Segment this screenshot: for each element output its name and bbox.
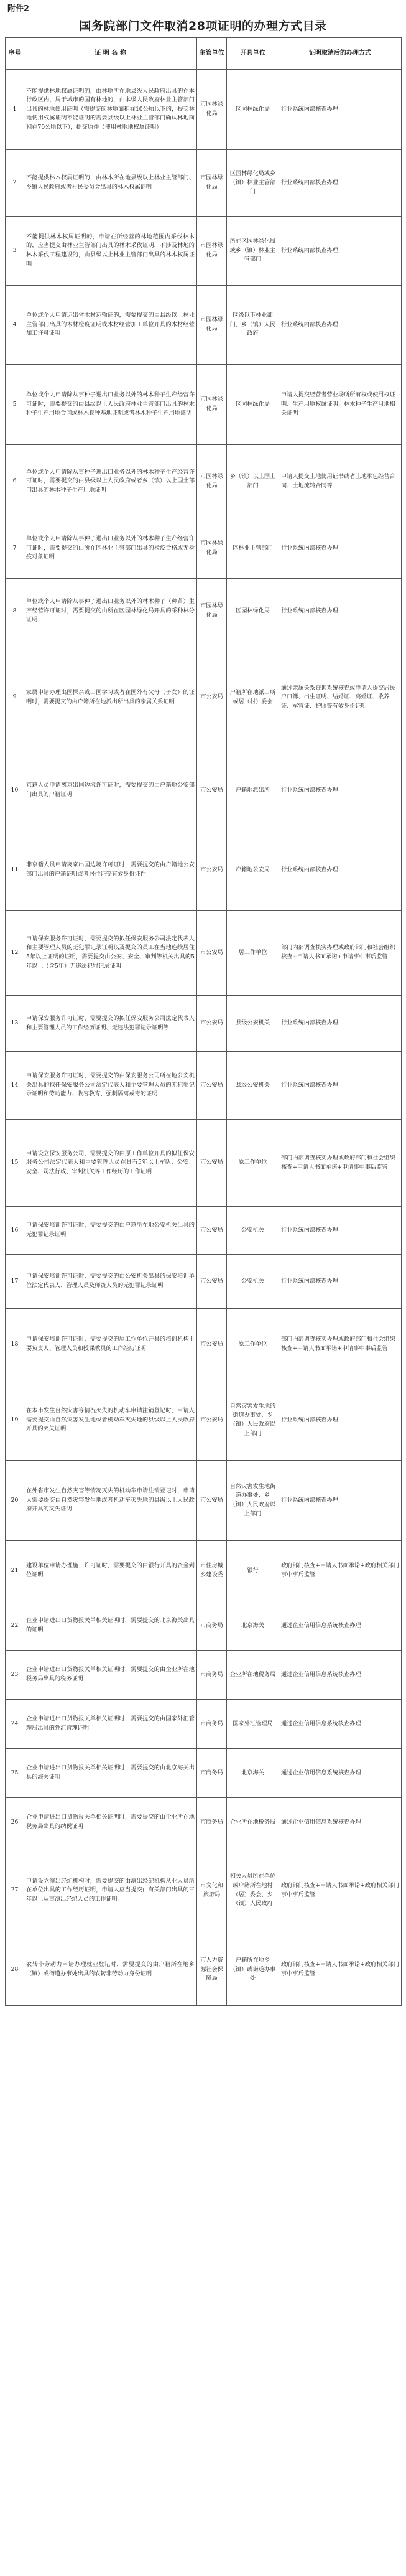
table-row xyxy=(6,1541,402,1601)
handling-method: 行业系统内部核查办理 xyxy=(279,217,402,286)
handling-method: 通过企业信用信息系统核查办理 xyxy=(279,1700,402,1749)
table-row xyxy=(6,996,402,1052)
certificate-name: 建设单位申请办理施工许可证时，需要提交的由银行开具的资金到位证明 xyxy=(24,1541,197,1601)
row-number: 12 xyxy=(6,911,24,996)
handling-method: 申请人提交经营者营业场所所有权或使用权证明、生产用地权属证明、林木种子生产用地相关证明 xyxy=(279,365,402,445)
issuing-unit: 县级公安机关 xyxy=(227,996,279,1052)
handling-method: 部门内部调查核实办理或政府部门和社会组织核查+申请人书面承诺+申请事中事后监管 xyxy=(279,1120,402,1207)
certificate-name: 非京籍人员申请离京出国边境许可证时，需要提交的由户籍地公安部门出具的户籍证明或者居住证等有效身份证件 xyxy=(24,830,197,911)
certificate-name: 企业申请进出口货物报关单相关证明时，需要提交的由北京海关出具的海关证明 xyxy=(24,1749,197,1798)
handling-method: 行业系统内部核查办理 xyxy=(279,1207,402,1255)
issuing-unit: 户籍地公安局 xyxy=(227,830,279,911)
certificate-name: 企业申请进出口货物报关单相关证明时，需要提交的由企业所在地税务局出具的税务证明 xyxy=(24,1651,197,1700)
issuing-unit: 户籍所在地派出所或居（村）委会 xyxy=(227,644,279,751)
handling-method: 行业系统内部核查办理 xyxy=(279,1052,402,1120)
table-row xyxy=(6,217,402,286)
certificate-name: 申请保安服务许可证时，需要提交的拟任保安服务公司法定代表人和主要管理人员的工作经历证明、无违法犯罪记录证明等 xyxy=(24,996,197,1052)
issuing-unit: 区级以下林业部门，乡（镇）人民政府 xyxy=(227,286,279,365)
table-row xyxy=(6,579,402,644)
row-number: 9 xyxy=(6,644,24,751)
issuing-unit: 国家外汇管理局 xyxy=(227,1700,279,1749)
row-number: 7 xyxy=(6,518,24,579)
header-issuer: 开具单位 xyxy=(227,38,279,70)
table-row xyxy=(6,1461,402,1541)
row-number: 14 xyxy=(6,1052,24,1120)
row-number: 26 xyxy=(6,1798,24,1847)
competent-department: 市文化和旅游局 xyxy=(197,1847,227,1934)
table-row xyxy=(6,644,402,751)
table-row xyxy=(6,1255,402,1309)
certificate-name: 单位或个人申请运出省木材运输证的，需要提交的由县级以上林业主管部门出具的木材检疫证明或木材经营加工单位开具的木材经营加工许可证明 xyxy=(24,286,197,365)
issuing-unit: 户籍地派出所 xyxy=(227,751,279,830)
row-number: 16 xyxy=(6,1207,24,1255)
certificate-name: 企业申请进出口货物报关单相关证明时，需要提交的北京海关出具的证明 xyxy=(24,1601,197,1651)
table-body xyxy=(6,70,402,2006)
handling-method: 行业系统内部核查办理 xyxy=(279,1380,402,1461)
header-dept: 主管单位 xyxy=(197,38,227,70)
competent-department: 市住房城乡建设委 xyxy=(197,1541,227,1601)
issuing-unit: 自然灾害发生地的街道办事处、乡（镇）人民政府以上部门 xyxy=(227,1380,279,1461)
competent-department: 市公安局 xyxy=(197,644,227,751)
table-row xyxy=(6,1651,402,1700)
competent-department: 市商务局 xyxy=(197,1749,227,1798)
table-row xyxy=(6,1934,402,2006)
certificate-name: 申请保安服务许可证时，需要提交的由保安服务公司所在地公安机关出具的拟任保安服务公司法定代表人和主要管理人员的无犯罪记录证明和劳动能力、收容教育、强制隔离戒毒的证明 xyxy=(24,1052,197,1120)
table-row xyxy=(6,911,402,996)
table-row xyxy=(6,1798,402,1847)
row-number: 13 xyxy=(6,996,24,1052)
handling-method: 行业系统内部核查办理 xyxy=(279,518,402,579)
handling-method: 部门内部调查核实办理或政府部门和社会组织核查+申请人书面承诺+申请事中事后监管 xyxy=(279,911,402,996)
competent-department: 市园林绿化局 xyxy=(197,365,227,445)
issuing-unit: 区园林绿化局 xyxy=(227,579,279,644)
row-number: 27 xyxy=(6,1847,24,1934)
certificate-name: 申请保安培训许可证时，需要提交的由公安机关出具的保安培训单位法定代表人、管理人员及师资人员的无犯罪记录证明 xyxy=(24,1255,197,1309)
issuing-unit: 企业所在地税务局 xyxy=(227,1798,279,1847)
competent-department: 市公安局 xyxy=(197,1052,227,1120)
table-row xyxy=(6,751,402,830)
table-row xyxy=(6,365,402,445)
competent-department: 市公安局 xyxy=(197,1309,227,1380)
handling-method: 政府部门核查+申请人书面承诺+政府相关部门事中事后监管 xyxy=(279,1541,402,1601)
issuing-unit: 区林业主管部门 xyxy=(227,518,279,579)
table-row xyxy=(6,1700,402,1749)
handling-method: 行业系统内部核查办理 xyxy=(279,751,402,830)
competent-department: 市园林绿化局 xyxy=(197,286,227,365)
handling-method: 行业系统内部核查办理 xyxy=(279,286,402,365)
row-number: 15 xyxy=(6,1120,24,1207)
issuing-unit: 乡（镇）以上国土部门 xyxy=(227,445,279,518)
handling-method: 行业系统内部核查办理 xyxy=(279,579,402,644)
handling-method: 部门内部调查核实办理或政府部门和社会组织核查+申请人书面承诺+申请事中事后监管 xyxy=(279,1309,402,1380)
certificate-name: 农转非劳动力申请办理就业登记时，需要提交的由户籍所在地乡（镇）或街道办事处出具的农转非劳动力身份证明 xyxy=(24,1934,197,2006)
handling-method: 行业系统内部核查办理 xyxy=(279,830,402,911)
table-row xyxy=(6,70,402,150)
handling-method: 行业系统内部核查办理 xyxy=(279,996,402,1052)
row-number: 4 xyxy=(6,286,24,365)
certificate-name: 不能提供林地权属证明的，由林地所在地县级人民政府出具的在本行政区内，属于城市的国有林地的，由本级人民政府林业主管部门出具的林地使用证明（需提交的林地面积在10公顷以下的，提交林地使用权属证明不能证明的需要县级以上林业主管部门确认林地面积在70公顷以下），提交原件（使用林地地权属证明） xyxy=(24,70,197,150)
issuing-unit: 县级公安机关 xyxy=(227,1052,279,1120)
table-row xyxy=(6,445,402,518)
competent-department: 市公安局 xyxy=(197,996,227,1052)
competent-department: 市商务局 xyxy=(197,1601,227,1651)
competent-department: 市商务局 xyxy=(197,1798,227,1847)
issuing-unit: 银行 xyxy=(227,1541,279,1601)
certificate-name: 京籍人员申请离京出国边境许可证时，需要提交的由户籍地公安部门出具的户籍证明 xyxy=(24,751,197,830)
row-number: 25 xyxy=(6,1749,24,1798)
row-number: 8 xyxy=(6,579,24,644)
row-number: 3 xyxy=(6,217,24,286)
issuing-unit: 自然灾害发生地街道办事处、乡（镇）人民政府以上部门 xyxy=(227,1461,279,1541)
table-row xyxy=(6,1309,402,1380)
header-method: 证明取消后的办理方式 xyxy=(279,38,402,70)
handling-method: 申请人提交土地使用证书或者土地承包经营合同、土地流转合同等 xyxy=(279,445,402,518)
issuing-unit: 居工作单位 xyxy=(227,911,279,996)
row-number: 21 xyxy=(6,1541,24,1601)
handling-method: 行业系统内部核查办理 xyxy=(279,150,402,217)
certificate-name: 申请保安服务许可证时，需要提交的拟任保安服务公司法定代表人和主要管理人员的无犯罪记录证明以及提交的员工在当地连续居住5年以上证明的证明，需要提交由公安、安全、审判等机关出具的5年以上（含5年）无违法犯罪记录证明 xyxy=(24,911,197,996)
issuing-unit: 区园林绿化局或乡（镇）林业主管部门 xyxy=(227,150,279,217)
issuing-unit: 区园林绿化局 xyxy=(227,365,279,445)
attachment-label: 附件2 xyxy=(7,4,30,14)
issuing-unit: 公安机关 xyxy=(227,1255,279,1309)
row-number: 22 xyxy=(6,1601,24,1651)
competent-department: 市园林绿化局 xyxy=(197,217,227,286)
row-number: 17 xyxy=(6,1255,24,1309)
competent-department: 市公安局 xyxy=(197,911,227,996)
issuing-unit: 原工作单位 xyxy=(227,1120,279,1207)
competent-department: 市园林绿化局 xyxy=(197,445,227,518)
row-number: 18 xyxy=(6,1309,24,1380)
certificate-table xyxy=(5,37,402,2006)
table-row xyxy=(6,1749,402,1798)
table-row xyxy=(6,1380,402,1461)
table-row xyxy=(6,1052,402,1120)
issuing-unit: 北京海关 xyxy=(227,1749,279,1798)
handling-method: 行业系统内部核查办理 xyxy=(279,1255,402,1309)
competent-department: 市商务局 xyxy=(197,1651,227,1700)
row-number: 20 xyxy=(6,1461,24,1541)
certificate-name: 单位或个人申请除从事种子进出口业务以外的林木种子生产经营许可证时，需要提交的由县级以上人民政府林业主管部门出具的林木种子生产用地合同或林木良种基地证明或者林木种子生产用地证明 xyxy=(24,365,197,445)
row-number: 5 xyxy=(6,365,24,445)
handling-method: 通过亲属关系查询系统核查或申请人提交居民户口簿、出生证明、结婚证、离婚证、收养证、军官证、护照等有效身份证明 xyxy=(279,644,402,751)
handling-method: 通过企业信用信息系统核查办理 xyxy=(279,1651,402,1700)
competent-department: 市公安局 xyxy=(197,1461,227,1541)
handling-method: 通过企业信用信息系统核查办理 xyxy=(279,1749,402,1798)
certificate-name: 在外省市发生自然灾害等情况灭失的机动车申请注销登记时，申请人需要提交由自然灾害发生地或者机动车灭失地的县级以上人民政府开具的灭失证明 xyxy=(24,1461,197,1541)
table-row xyxy=(6,150,402,217)
certificate-name: 不能提供林木权属证明的，申请在所经营的林地范围内采伐林木的，应当提交由林业主管部门出具的林木采伐证明，不涉及林地的林木采伐工程建设的，由县级以上林业主管部门出具的林木权属证明 xyxy=(24,217,197,286)
competent-department: 市公安局 xyxy=(197,830,227,911)
issuing-unit: 公安机关 xyxy=(227,1207,279,1255)
issuing-unit: 户籍所在地乡（镇）或街道办事处 xyxy=(227,1934,279,2006)
issuing-unit: 所在区园林绿化局或乡（镇）林业主管部门 xyxy=(227,217,279,286)
row-number: 24 xyxy=(6,1700,24,1749)
competent-department: 市园林绿化局 xyxy=(197,70,227,150)
certificate-name: 不能提供林木权属证明的，由林木所在地县级以上林业主管部门、乡镇人民政府或者村民委员会出具的林木权属证明 xyxy=(24,150,197,217)
handling-method: 通过企业信用信息系统核查办理 xyxy=(279,1601,402,1651)
header-name: 证 明 名 称 xyxy=(24,38,197,70)
handling-method: 政府部门核查+申请人书面承诺+政府相关部门事中事后监管 xyxy=(279,1847,402,1934)
competent-department: 市公安局 xyxy=(197,1255,227,1309)
document-title: 国务院部门文件取消28项证明的办理方式目录 xyxy=(79,19,327,33)
competent-department: 市商务局 xyxy=(197,1700,227,1749)
table-row xyxy=(6,518,402,579)
handling-method: 行业系统内部核查办理 xyxy=(279,1461,402,1541)
competent-department: 市公安局 xyxy=(197,1120,227,1207)
certificate-name: 单位或个人申请除从事种子进出口业务以外的林木种子生产经营许可证时，需要提交的由所在区林业主管部门出具的检疫合格或无检疫对象证明 xyxy=(24,518,197,579)
table-row xyxy=(6,830,402,911)
certificate-name: 企业申请进出口货物报关单相关证明时，需要提交的由企业所在地税务局出具的纳税证明 xyxy=(24,1798,197,1847)
competent-department: 市公安局 xyxy=(197,1207,227,1255)
issuing-unit: 企业所在地税务局 xyxy=(227,1651,279,1700)
certificate-name: 单位或个人申请除从事种子进出口业务以外的林木种子（种苗）生产经营许可证时，需要提交的由所在区园林绿化局开具的采种林分证明 xyxy=(24,579,197,644)
certificate-name: 申请保安培训许可证时，需要提交的原工作单位开具的培训机构主要负责人、管理人员和授课教员的工作经历证明 xyxy=(24,1309,197,1380)
handling-method: 行业系统内部核查办理 xyxy=(279,70,402,150)
certificate-name: 申请设立演出经纪机构时，需要提交的由演出经纪机构从业人员所在单位出具的工作经历证明，申请人应当提交由有关部门出具的三年以上从事演出经纪人员的工作证明 xyxy=(24,1847,197,1934)
issuing-unit: 相关人员所在单位或户籍所在地村（居）委会、乡（镇）人民政府 xyxy=(227,1847,279,1934)
certificate-name: 单位或个人申请除从事种子进出口业务以外的林木种子生产经营许可证时，需要提交的由县级以上人民政府或者乡（镇）以上国土部门出具的林木种子生产用地证明 xyxy=(24,445,197,518)
competent-department: 市人力资源社会保障局 xyxy=(197,1934,227,2006)
table-row xyxy=(6,1120,402,1207)
row-number: 10 xyxy=(6,751,24,830)
certificate-name: 企业申请进出口货物报关单相关证明时，需要提交的由国家外汇管理局出具的外汇管理证明 xyxy=(24,1700,197,1749)
table-row xyxy=(6,1207,402,1255)
row-number: 11 xyxy=(6,830,24,911)
competent-department: 市园林绿化局 xyxy=(197,579,227,644)
issuing-unit: 原工作单位 xyxy=(227,1309,279,1380)
issuing-unit: 北京海关 xyxy=(227,1601,279,1651)
handling-method: 通过企业信用信息系统核查办理 xyxy=(279,1798,402,1847)
row-number: 19 xyxy=(6,1380,24,1461)
row-number: 28 xyxy=(6,1934,24,2006)
certificate-name: 申请设立保安服务公司，需要提交的由原工作单位开具的拟任保安服务公司法定代表人和主要管理人员在具有5年以上军队、公安、安全、司法行政、审判机关等工作经历的工作证明 xyxy=(24,1120,197,1207)
issuing-unit: 区园林绿化局 xyxy=(227,70,279,150)
handling-method: 政府部门核查+申请人书面承诺+政府相关部门事中事后监管 xyxy=(279,1934,402,2006)
table-header-row xyxy=(6,38,402,70)
certificate-name: 在本市发生自然灾害等情况灭失的机动车申请注销登记时，申请人需要提交由自然灾害发生地或者机动车灭失地的县级以上人民政府开具的灭失证明 xyxy=(24,1380,197,1461)
row-number: 23 xyxy=(6,1651,24,1700)
competent-department: 市公安局 xyxy=(197,751,227,830)
competent-department: 市园林绿化局 xyxy=(197,518,227,579)
competent-department: 市园林绿化局 xyxy=(197,150,227,217)
certificate-name: 家属申请办理出国探亲或出国学习或者在国外有父母（子女）的证明时，需要提交的由户籍所在地派出所出具的亲属关系证明 xyxy=(24,644,197,751)
row-number: 1 xyxy=(6,70,24,150)
table-row xyxy=(6,1601,402,1651)
certificate-name: 申请保安培训许可证时，需要提交的由户籍所在地公安机关出具的无犯罪记录证明 xyxy=(24,1207,197,1255)
table-row xyxy=(6,1847,402,1934)
header-no: 序号 xyxy=(6,38,24,70)
row-number: 2 xyxy=(6,150,24,217)
row-number: 6 xyxy=(6,445,24,518)
table-row xyxy=(6,286,402,365)
competent-department: 市公安局 xyxy=(197,1380,227,1461)
